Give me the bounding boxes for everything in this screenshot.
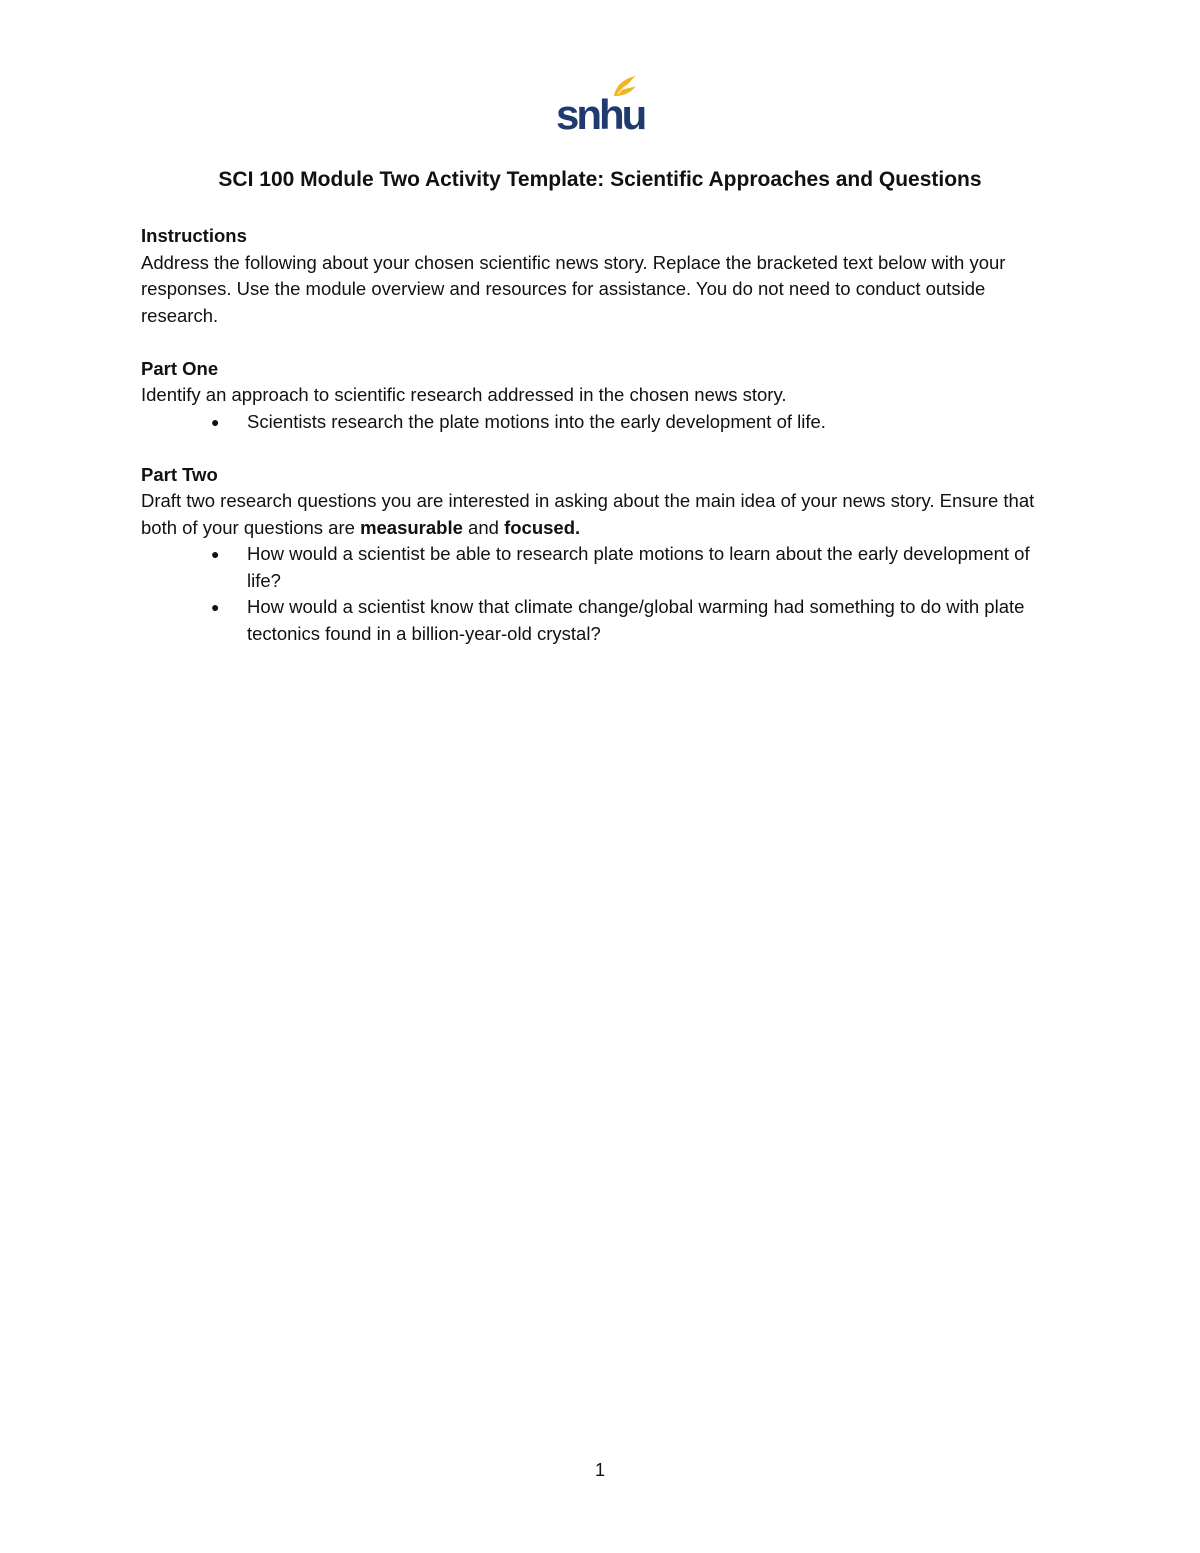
bullet-icon: ● xyxy=(211,599,220,615)
part-one-answer: Scientists research the plate motions into the early development of life. xyxy=(247,410,826,432)
list-item xyxy=(141,594,1066,647)
part-two-prompt-start: Draft two research questions you are interested in asking about the main idea of your news story. Ensure that both of your questions are xyxy=(141,490,1035,538)
document-body xyxy=(141,223,1066,647)
page-number: 1 xyxy=(594,1460,605,1480)
part-two-question-1: How would a scientist be able to research plate motions to learn about the early development of life? xyxy=(247,543,1030,591)
part-two-question-2: How would a scientist know that climate change/global warming had something to do with plate tectonics found in a billion-year-old crystal? xyxy=(247,596,1025,644)
instructions-text: Address the following about your chosen scientific news story. Replace the bracketed text below with your responses. Use the module overview and resources for assistance. You do not need to conduct outside research. xyxy=(141,251,1006,326)
document-title: SCI 100 Module Two Activity Template: Scientific Approaches and Questions xyxy=(218,168,982,191)
instructions-heading: Instructions xyxy=(141,225,247,246)
part-two-heading: Part Two xyxy=(141,463,218,485)
measurable-emphasis: measurable xyxy=(360,516,463,538)
part-two-list xyxy=(141,541,1066,647)
svg-text:snhu: snhu xyxy=(556,91,645,136)
part-two-prompt xyxy=(141,488,1066,541)
focused-emphasis: focused. xyxy=(504,516,581,538)
part-one-prompt: Identify an approach to scientific research addressed in the chosen news story. xyxy=(141,384,787,405)
list-item xyxy=(141,409,1066,436)
list-item xyxy=(141,541,1066,594)
part-two-prompt-mid: and xyxy=(462,516,505,538)
snhu-logo xyxy=(552,70,648,136)
bullet-icon: ● xyxy=(211,546,220,562)
part-one-list xyxy=(141,409,1066,436)
part-one-heading: Part One xyxy=(141,357,219,379)
bullet-icon: ● xyxy=(211,413,220,430)
